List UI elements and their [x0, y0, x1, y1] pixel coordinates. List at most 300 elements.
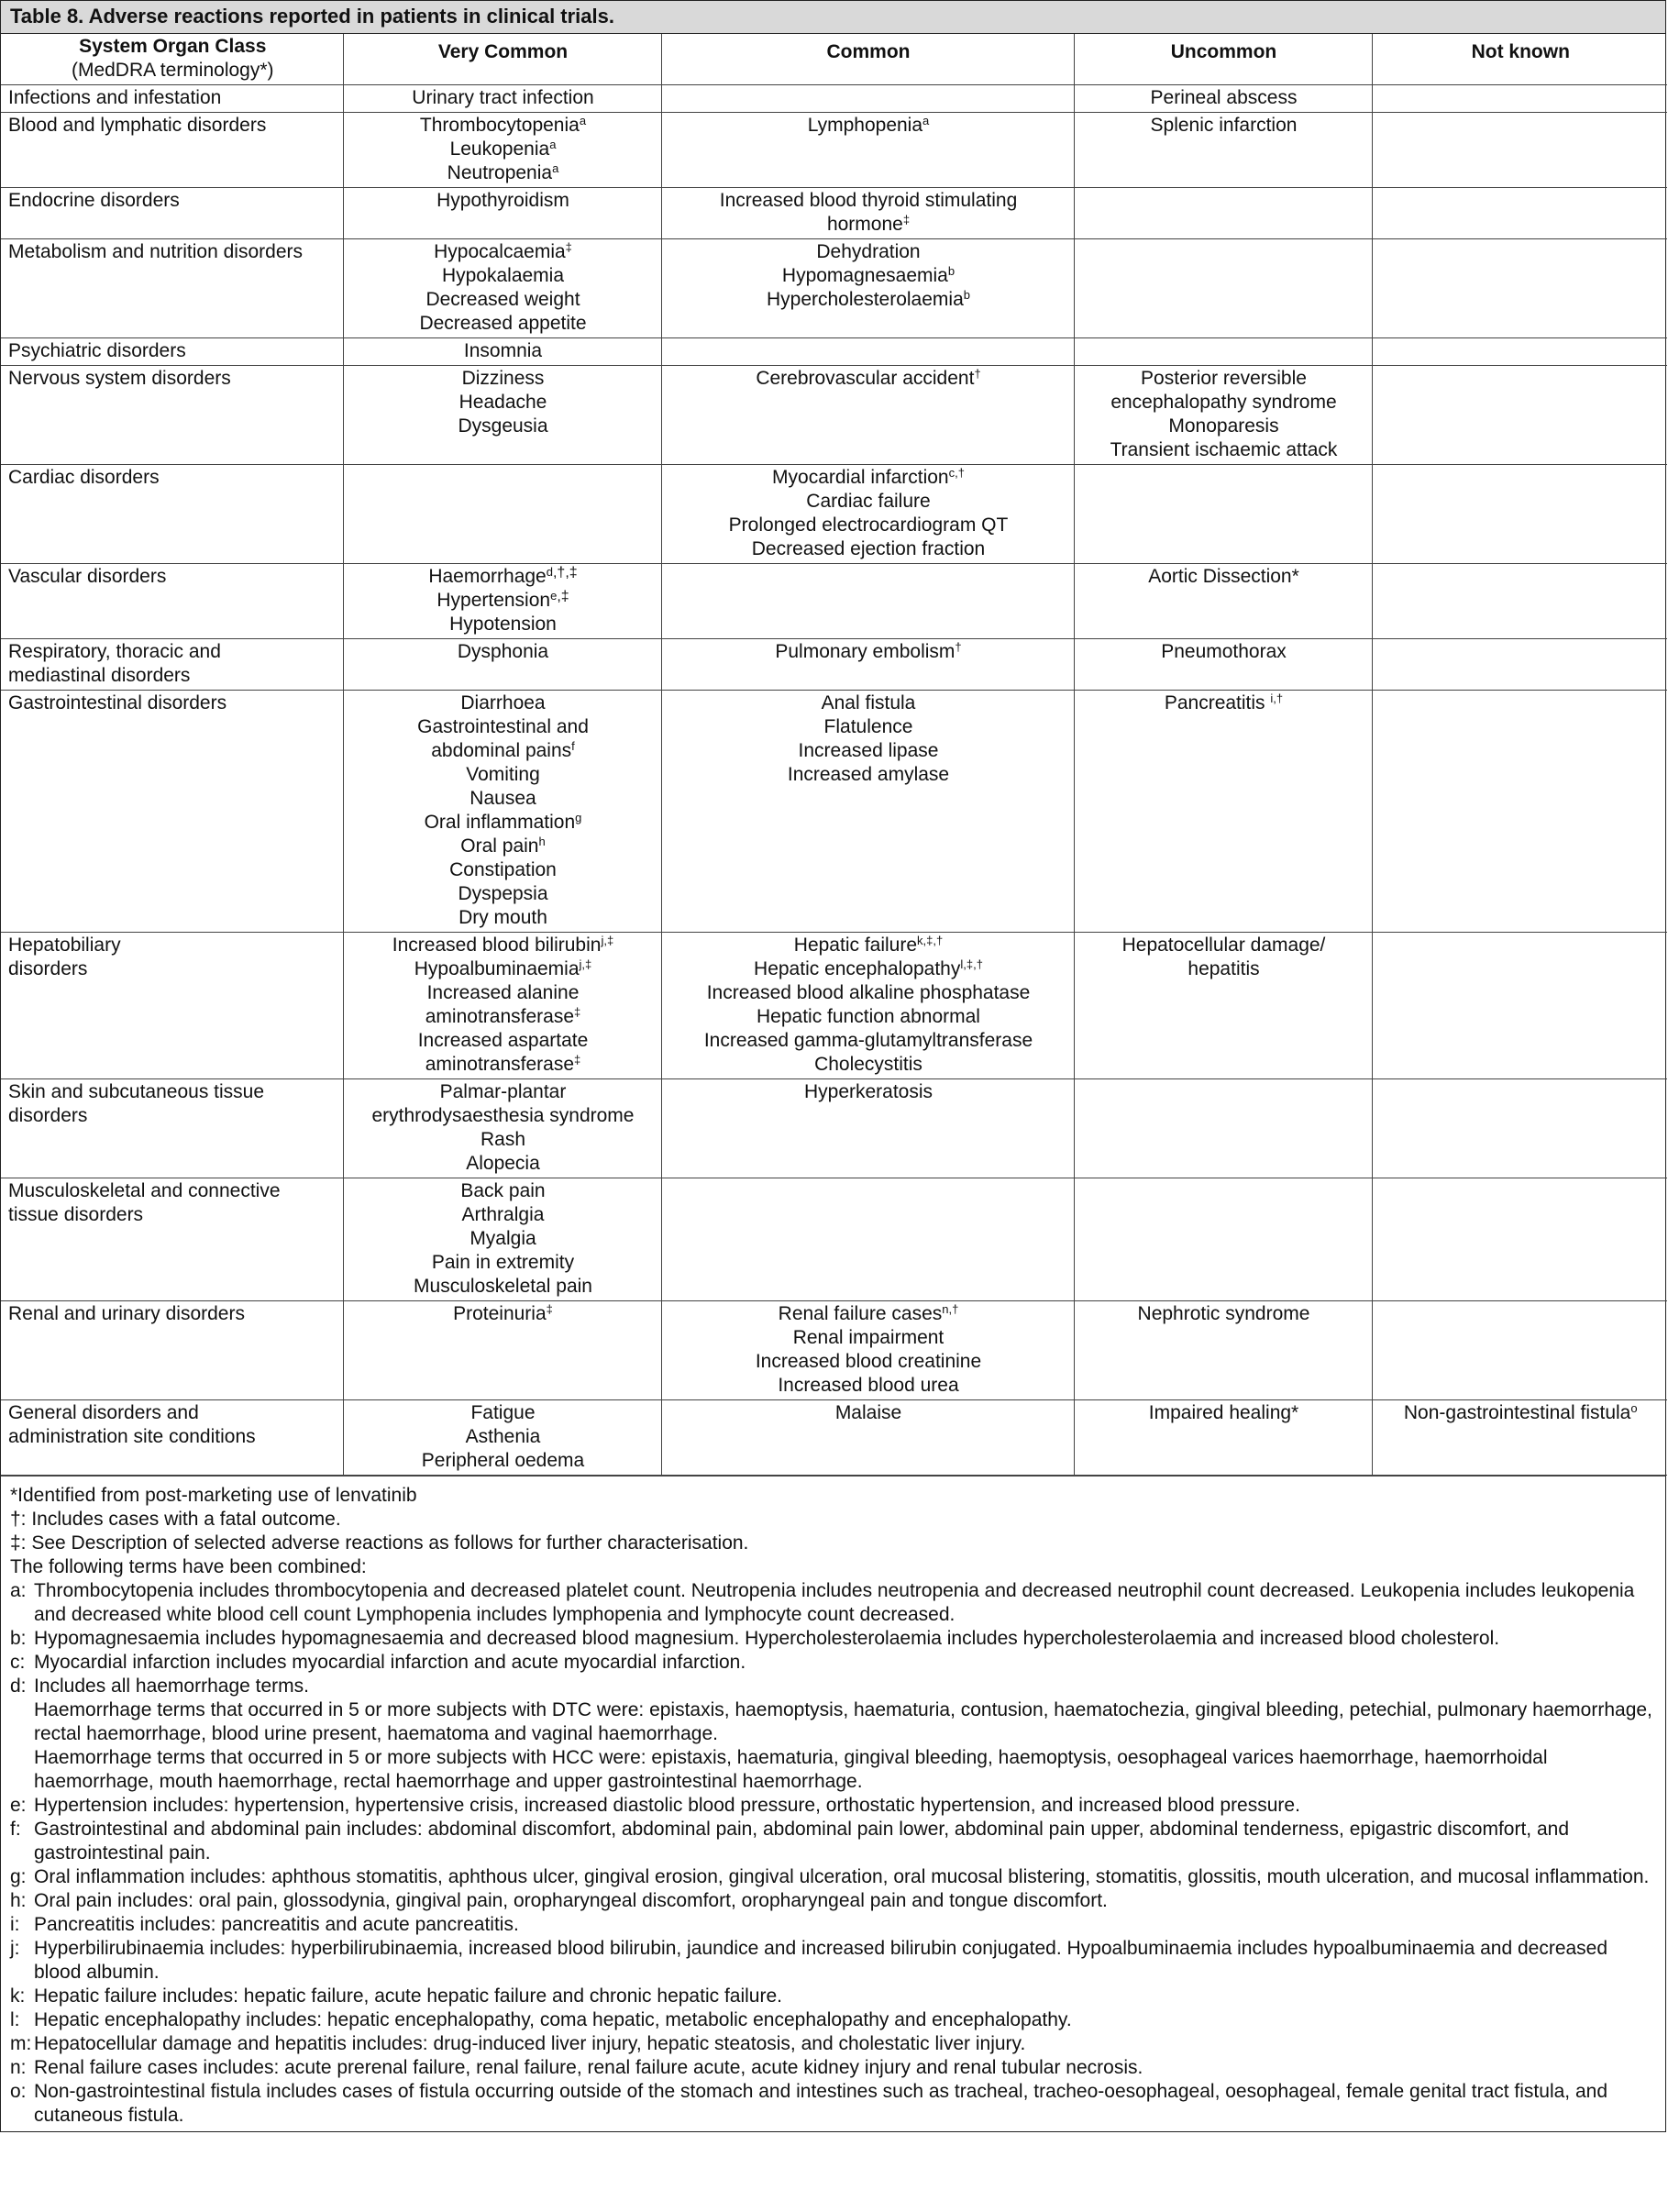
reaction-term — [669, 189, 1068, 213]
reaction-term-text: Alopecia — [466, 1153, 540, 1174]
reaction-term-text: Malaise — [834, 1402, 902, 1423]
system-organ-class-label: Metabolism and nutrition disorders — [8, 241, 303, 262]
reaction-term-text: Increased blood thyroid stimulating — [719, 190, 1018, 211]
reaction-term — [351, 1005, 656, 1029]
not-known-cell — [1372, 639, 1667, 691]
reaction-term — [669, 1053, 1068, 1077]
reaction-term-text: Urinary tract infection — [412, 87, 594, 108]
reaction-term — [351, 835, 656, 858]
very-common-cell — [343, 639, 661, 691]
reaction-term-text: Dry mouth — [458, 907, 547, 928]
reaction-term — [351, 288, 656, 312]
footnote-text — [34, 2056, 1658, 2080]
footnote-text — [34, 2080, 1658, 2128]
table-row — [1, 933, 1667, 1079]
footnote — [10, 1532, 1658, 1555]
header-very-common: Very Common — [343, 34, 661, 85]
footnote-text — [34, 1627, 1658, 1651]
footnote-marker: l,‡,† — [960, 957, 983, 971]
footnote-marker: a — [549, 138, 557, 151]
reaction-term — [1082, 86, 1366, 110]
reaction-term-text: Hypercholesterolaemia — [766, 289, 964, 310]
footnote-marker-extra: ,‡ — [557, 589, 569, 604]
footnote-key: k: — [10, 1985, 26, 2007]
reaction-term — [669, 1029, 1068, 1053]
reaction-term-text: Leukopenia — [449, 138, 550, 160]
reaction-term-text: Perineal abscess — [1150, 87, 1298, 108]
reaction-term-text: Fatigue — [470, 1402, 536, 1423]
reaction-term — [351, 1251, 656, 1275]
reaction-term — [351, 640, 656, 664]
reaction-term — [351, 1152, 656, 1176]
system-organ-class-cell — [1, 564, 343, 639]
reaction-term — [351, 264, 656, 288]
not-known-cell — [1372, 691, 1667, 933]
footnote-marker: j,‡ — [601, 934, 614, 947]
very-common-cell — [343, 85, 661, 113]
not-known-cell — [1372, 113, 1667, 188]
system-organ-class-cell — [1, 113, 343, 188]
common-cell — [661, 933, 1074, 1079]
table-row — [1, 85, 1667, 113]
footnotes — [1, 1476, 1665, 2131]
header-soc-line2: (MedDRA terminology*) — [71, 60, 274, 81]
very-common-cell — [343, 1400, 661, 1476]
reaction-term — [351, 763, 656, 787]
footnote-key: d: — [10, 1676, 27, 1697]
reaction-term — [669, 1350, 1068, 1374]
reaction-term-text: Increased blood creatinine — [755, 1351, 982, 1372]
reaction-term — [669, 1401, 1068, 1425]
reaction-term — [669, 1326, 1068, 1350]
reaction-term-text: Increased aspartate — [417, 1030, 589, 1051]
reaction-term — [1082, 957, 1366, 981]
reaction-term-text: Peripheral oedema — [421, 1450, 585, 1471]
system-organ-class-label: administration site conditions — [8, 1426, 256, 1447]
very-common-cell — [343, 465, 661, 564]
table-row — [1, 1400, 1667, 1476]
reaction-term — [351, 1449, 656, 1473]
reaction-term — [351, 161, 656, 185]
reaction-term-text: Pancreatitis — [1164, 692, 1271, 713]
reaction-term-text: Hepatic encephalopathy — [754, 958, 961, 979]
reaction-term — [351, 1029, 656, 1053]
footnote-line: Gastrointestinal and abdominal pain includes: abdominal discomfort, abdominal pain, abdominal pain lower, abdominal pain upper, abdominal tenderness, epigastric discomfort, and gastrointestinal pain. — [34, 1819, 1570, 1864]
reaction-term — [351, 934, 656, 957]
reaction-term-text: Vomiting — [466, 764, 540, 785]
reaction-term-text: Hepatocellular damage/ — [1121, 935, 1326, 956]
footnote-marker: j,‡ — [579, 957, 592, 971]
reaction-term-text: Haemorrhage — [428, 566, 547, 587]
footnote-marker: a — [922, 114, 930, 127]
not-known-cell — [1372, 564, 1667, 639]
reaction-term-text: abdominal pains — [431, 740, 572, 761]
system-organ-class-cell — [1, 85, 343, 113]
reaction-term — [351, 613, 656, 636]
reaction-term-text: erythrodysaesthesia syndrome — [371, 1105, 635, 1126]
common-cell — [661, 1400, 1074, 1476]
reaction-term — [669, 514, 1068, 537]
common-cell — [661, 1301, 1074, 1400]
reaction-term — [669, 1005, 1068, 1029]
reaction-term-text: Increased blood urea — [778, 1375, 959, 1396]
table-row — [1, 465, 1667, 564]
reaction-term-text: Posterior reversible — [1141, 368, 1307, 389]
reaction-term — [669, 1374, 1068, 1398]
not-known-cell — [1372, 366, 1667, 465]
footnote-marker: b — [963, 288, 970, 302]
reaction-term-text: aminotransferase — [425, 1006, 574, 1027]
uncommon-cell — [1074, 564, 1372, 639]
footnote-marker: n,† — [942, 1302, 959, 1316]
footnote-key: f: — [10, 1819, 21, 1840]
footnote-marker: d — [546, 565, 553, 579]
common-cell — [661, 639, 1074, 691]
reaction-term — [669, 1080, 1068, 1104]
very-common-cell — [343, 1178, 661, 1301]
not-known-cell — [1372, 239, 1667, 338]
reaction-term-text: Non-gastrointestinal fistula — [1403, 1402, 1631, 1423]
very-common-cell — [343, 366, 661, 465]
table-row — [1, 338, 1667, 366]
reaction-term — [351, 1104, 656, 1128]
reaction-term-text: Decreased ejection fraction — [751, 538, 986, 559]
reaction-term-text: Oral inflammation — [424, 812, 576, 833]
footnote — [10, 1913, 1658, 1937]
reaction-term — [351, 811, 656, 835]
footnote-line: Oral inflammation includes: aphthous stomatitis, aphthous ulcer, gingival erosion, gingival ulceration, oral mucosal blistering, stomatitis, glossitis, mouth ulceration, and mucosal inflammation. — [34, 1866, 1650, 1887]
reaction-term — [669, 490, 1068, 514]
not-known-cell — [1372, 188, 1667, 239]
footnote-marker: ‡ — [546, 1302, 553, 1316]
common-cell — [661, 85, 1074, 113]
table-row — [1, 639, 1667, 691]
footnote — [10, 1985, 1658, 2008]
footnote-text — [34, 1985, 1658, 2008]
footnote-marker: † — [955, 640, 962, 654]
reaction-term-text: Dysphonia — [457, 641, 549, 662]
common-cell — [661, 239, 1074, 338]
common-cell — [661, 338, 1074, 366]
reaction-term — [669, 691, 1068, 715]
reaction-term — [351, 1227, 656, 1251]
reaction-term-text: hepatitis — [1187, 958, 1260, 979]
footnote-marker: ‡ — [574, 1005, 581, 1019]
reaction-term-text: Increased gamma-glutamyltransferase — [703, 1030, 1033, 1051]
footnote-text — [34, 2032, 1658, 2056]
footnote-line: Haemorrhage terms that occurred in 5 or more subjects with HCC were: epistaxis, haematuria, gingival bleeding, haemoptysis, oesophageal varices haemorrhage, haemorrhoidal haemorrhage, mouth haemorrhage, rectal haemorrhage and upper gastrointestinal haemorrhage. — [34, 1747, 1548, 1792]
reaction-term-text: Thrombocytopenia — [419, 115, 580, 136]
reaction-term-text: Hypocalcaemia — [434, 241, 566, 262]
footnote-text — [34, 1675, 1658, 1794]
reaction-term-text: Hypothyroidism — [436, 190, 569, 211]
footnote-line: Includes all haemorrhage terms. — [34, 1676, 309, 1697]
system-organ-class-cell — [1, 933, 343, 1079]
reaction-term — [669, 114, 1068, 138]
reaction-term — [669, 367, 1068, 391]
footnote-marker: o — [1630, 1401, 1638, 1415]
footnote-marker-extra: ,†,‡ — [552, 565, 578, 581]
reaction-term-text: Cholecystitis — [814, 1054, 922, 1075]
footnote-marker: ‡ — [902, 213, 911, 227]
reaction-term-text: Hepatic function abnormal — [757, 1006, 980, 1027]
footnote-marker: f — [571, 739, 575, 753]
reaction-term-text: Increased blood bilirubin — [392, 935, 602, 956]
footnote-marker: a — [552, 161, 559, 175]
reaction-term-text: Hypotension — [449, 614, 557, 635]
reaction-term — [1082, 934, 1366, 957]
reaction-term — [669, 466, 1068, 490]
common-cell — [661, 465, 1074, 564]
footnote — [10, 2056, 1658, 2080]
reaction-term — [1082, 114, 1366, 138]
reaction-term-text: Increased alanine — [426, 982, 580, 1003]
footnote — [10, 1794, 1658, 1818]
not-known-cell — [1372, 465, 1667, 564]
table-row — [1, 1178, 1667, 1301]
adverse-reactions-table — [1, 34, 1667, 1476]
system-organ-class-cell — [1, 338, 343, 366]
very-common-cell — [343, 113, 661, 188]
uncommon-cell — [1074, 188, 1372, 239]
reaction-term — [351, 906, 656, 930]
reaction-term-text: Hyperkeratosis — [803, 1081, 933, 1102]
reaction-term-text: Anal fistula — [821, 692, 916, 713]
reaction-term-text: aminotransferase — [425, 1054, 574, 1075]
reaction-term-text: Dizziness — [461, 368, 545, 389]
system-organ-class-label: tissue disorders — [8, 1204, 144, 1225]
system-organ-class-label: disorders — [8, 1105, 88, 1126]
footnote-marker: k,‡,† — [917, 934, 944, 947]
reaction-term — [1082, 367, 1366, 391]
reaction-term-text: Flatulence — [823, 716, 913, 737]
reaction-term — [351, 691, 656, 715]
not-known-cell — [1372, 1178, 1667, 1301]
common-cell — [661, 564, 1074, 639]
reaction-term-text: Increased lipase — [798, 740, 939, 761]
reaction-term-text: Back pain — [460, 1180, 546, 1201]
footnote-text — [34, 1794, 1658, 1818]
reaction-term-text: Transient ischaemic attack — [1110, 439, 1338, 460]
reaction-term — [669, 264, 1068, 288]
footnote-text — [34, 2008, 1658, 2032]
footnote — [10, 1555, 1658, 1579]
reaction-term-text: Myocardial infarction — [772, 467, 949, 488]
reaction-term-text: Asthenia — [465, 1426, 541, 1447]
system-organ-class-label: Respiratory, thoracic and — [8, 641, 221, 662]
footnote-line: *Identified from post-marketing use of lenvatinib — [10, 1485, 417, 1506]
system-organ-class-cell — [1, 366, 343, 465]
header-common: Common — [661, 34, 1074, 85]
system-organ-class-cell — [1, 1400, 343, 1476]
reaction-term — [1082, 391, 1366, 415]
common-cell — [661, 1079, 1074, 1178]
system-organ-class-label: Hepatobiliary — [8, 935, 121, 956]
very-common-cell — [343, 691, 661, 933]
reaction-term — [669, 934, 1068, 957]
system-organ-class-cell — [1, 1178, 343, 1301]
reaction-term-text: Pulmonary embolism — [775, 641, 956, 662]
header-system-organ-class — [1, 34, 343, 85]
reaction-term-text: Splenic infarction — [1150, 115, 1298, 136]
system-organ-class-label: Infections and infestation — [8, 87, 222, 108]
footnote-key: n: — [10, 2057, 27, 2078]
header-uncommon: Uncommon — [1074, 34, 1372, 85]
reaction-term-text: Pain in extremity — [431, 1252, 575, 1273]
reaction-term — [1082, 565, 1366, 589]
system-organ-class-cell — [1, 188, 343, 239]
reaction-term — [669, 213, 1068, 237]
footnote-marker: c,† — [948, 466, 965, 480]
system-organ-class-label: Vascular disorders — [8, 566, 167, 587]
reaction-term — [669, 957, 1068, 981]
footnote — [10, 1484, 1658, 1508]
footnote-line: Hypomagnesaemia includes hypomagnesaemia and decreased blood magnesium. Hypercholesterolaemia includes hypercholesterolaemia and increased blood cholesterol. — [34, 1628, 1500, 1649]
footnote-text — [34, 1579, 1658, 1627]
reaction-term-text: Cardiac failure — [806, 491, 931, 512]
reaction-term — [351, 565, 656, 589]
reaction-term-text: Cerebrovascular accident — [756, 368, 975, 389]
common-cell — [661, 1178, 1074, 1301]
footnote — [10, 1818, 1658, 1865]
reaction-term — [1380, 1401, 1662, 1425]
system-organ-class-label: Endocrine disorders — [8, 190, 180, 211]
uncommon-cell — [1074, 239, 1372, 338]
reaction-term — [351, 367, 656, 391]
footnote-line: Thrombocytopenia includes thrombocytopenia and decreased platelet count. Neutropenia includes neutropenia and decreased neutrophil count decreased. Leukopenia includes leukopenia and decreased white blood cell count Lymphopenia includes lymphopenia and lymphocyte count decreased. — [34, 1580, 1635, 1625]
footnote-line: Pancreatitis includes: pancreatitis and acute pancreatitis. — [34, 1914, 519, 1935]
table-body — [1, 85, 1667, 1476]
reaction-term — [351, 1179, 656, 1203]
reaction-term — [351, 1128, 656, 1152]
very-common-cell — [343, 564, 661, 639]
reaction-term — [351, 1425, 656, 1449]
table-row — [1, 239, 1667, 338]
header-not-known: Not known — [1372, 34, 1667, 85]
footnote-line: Oral pain includes: oral pain, glossodynia, gingival pain, oropharyngeal discomfort, oropharyngeal pain and tongue discomfort. — [34, 1890, 1108, 1911]
reaction-term-text: Rash — [480, 1129, 526, 1150]
system-organ-class-label: Blood and lymphatic disorders — [8, 115, 267, 136]
footnote-marker: e — [550, 589, 558, 603]
footnote-line: Hepatic encephalopathy includes: hepatic encephalopathy, coma hepatic, metabolic encephalopathy and encephalopathy. — [34, 2009, 1072, 2030]
footnote-text — [34, 1651, 1658, 1675]
reaction-term — [669, 739, 1068, 763]
table-row — [1, 1301, 1667, 1400]
reaction-term — [351, 1053, 656, 1077]
reaction-term — [669, 537, 1068, 561]
uncommon-cell — [1074, 1079, 1372, 1178]
system-organ-class-cell — [1, 239, 343, 338]
footnote-line: ‡: See Description of selected adverse reactions as follows for further characterisation. — [10, 1532, 749, 1554]
footnote-line: The following terms have been combined: — [10, 1556, 367, 1577]
system-organ-class-label: Renal and urinary disorders — [8, 1303, 245, 1324]
reaction-term — [351, 391, 656, 415]
footnote — [10, 2080, 1658, 2128]
footnote — [10, 1889, 1658, 1913]
very-common-cell — [343, 239, 661, 338]
footnote-key: m: — [10, 2033, 32, 2054]
reaction-term-text: Dehydration — [816, 241, 921, 262]
not-known-cell — [1372, 933, 1667, 1079]
footnote-line: Non-gastrointestinal fistula includes cases of fistula occurring outside of the stomach and intestines such as tracheal, tracheo-oesophageal, oesophageal, female genital tract fistula, and cutaneous fistula. — [34, 2081, 1608, 2126]
system-organ-class-label: General disorders and — [8, 1402, 199, 1423]
common-cell — [661, 691, 1074, 933]
reaction-term-text: Hepatic failure — [793, 935, 918, 956]
reaction-term — [351, 981, 656, 1005]
reaction-term-text: Dysgeusia — [458, 415, 548, 437]
footnote-key: e: — [10, 1795, 27, 1816]
footnote-key: g: — [10, 1866, 27, 1887]
reaction-term — [1082, 640, 1366, 664]
footnote — [10, 1508, 1658, 1532]
system-organ-class-label: Skin and subcutaneous tissue — [8, 1081, 265, 1102]
reaction-term — [351, 86, 656, 110]
uncommon-cell — [1074, 85, 1372, 113]
footnote — [10, 1937, 1658, 1985]
footnote-key: l: — [10, 2009, 20, 2030]
system-organ-class-label: Psychiatric disorders — [8, 340, 186, 361]
not-known-cell — [1372, 338, 1667, 366]
reaction-term-text: Decreased appetite — [419, 313, 587, 334]
not-known-cell — [1372, 1079, 1667, 1178]
footnote-marker: g — [575, 811, 582, 824]
footnote — [10, 2032, 1658, 2056]
reaction-term — [351, 1275, 656, 1299]
reaction-term-text: Neutropenia — [447, 162, 553, 183]
reaction-term — [351, 787, 656, 811]
footnote — [10, 2008, 1658, 2032]
footnote-key: o: — [10, 2081, 27, 2102]
system-organ-class-label: Gastrointestinal disorders — [8, 692, 227, 713]
footnote-key: j: — [10, 1938, 20, 1959]
reaction-term — [351, 240, 656, 264]
reaction-term — [669, 763, 1068, 787]
footnote-key: c: — [10, 1652, 26, 1673]
reaction-term-text: Increased amylase — [787, 764, 950, 785]
table-row — [1, 564, 1667, 639]
footnote-line: Hepatic failure includes: hepatic failure, acute hepatic failure and chronic hepatic failure. — [34, 1985, 782, 2007]
footnote-key: h: — [10, 1890, 27, 1911]
reaction-term-text: Arthralgia — [461, 1204, 545, 1225]
system-organ-class-label: Nervous system disorders — [8, 368, 231, 389]
reaction-term — [351, 1302, 656, 1326]
footnote — [10, 1865, 1658, 1889]
uncommon-cell — [1074, 1301, 1372, 1400]
system-organ-class-cell — [1, 691, 343, 933]
system-organ-class-label: Cardiac disorders — [8, 467, 160, 488]
reaction-term — [351, 715, 656, 739]
reaction-term — [351, 312, 656, 336]
reaction-term-text: Renal failure cases — [778, 1303, 943, 1324]
footnote-line: Renal failure cases includes: acute prerenal failure, renal failure, renal failure acute, acute kidney injury and renal tubular necrosis. — [34, 2057, 1143, 2078]
uncommon-cell — [1074, 639, 1372, 691]
reaction-term — [351, 739, 656, 763]
reaction-term — [669, 640, 1068, 664]
header-row — [1, 34, 1667, 85]
reaction-term-text: Hypertension — [436, 590, 551, 611]
reaction-term — [351, 1401, 656, 1425]
footnote-key: b: — [10, 1628, 27, 1649]
reaction-term-text: Renal impairment — [792, 1327, 944, 1348]
common-cell — [661, 188, 1074, 239]
reaction-term — [669, 981, 1068, 1005]
table-row — [1, 691, 1667, 933]
reaction-term-text: Hypoalbuminaemia — [414, 958, 580, 979]
reaction-term — [669, 288, 1068, 312]
reaction-term — [351, 1080, 656, 1104]
footnote-key: a: — [10, 1580, 27, 1601]
footnote — [10, 1675, 1658, 1794]
